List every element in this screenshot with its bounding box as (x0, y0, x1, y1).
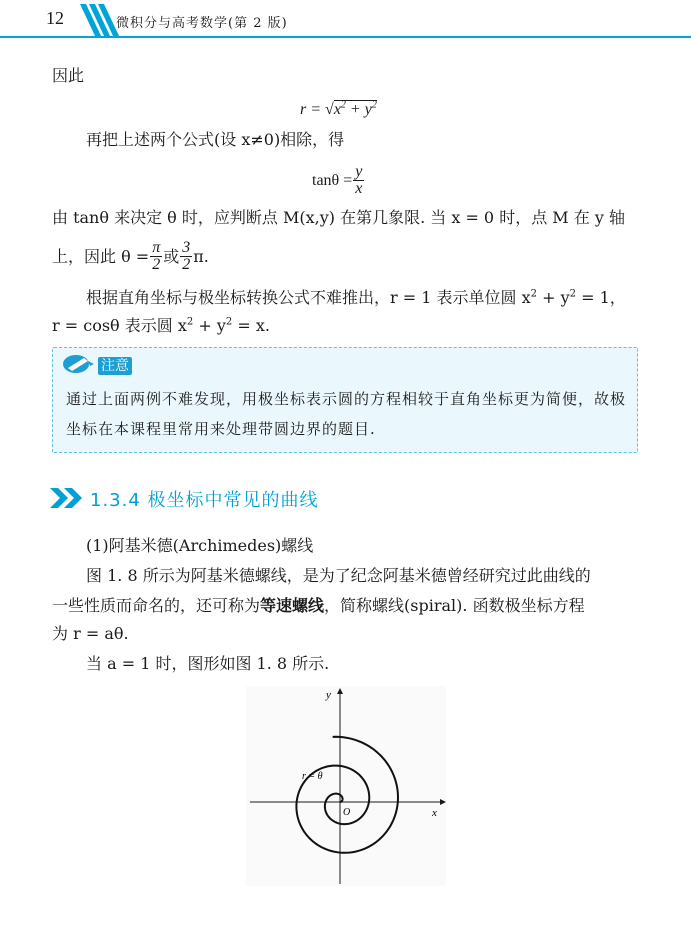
eq1-plus-y: + y (345, 101, 372, 118)
para1-suffix: π. (193, 246, 209, 266)
body-para3-line3: 为 r = aθ. (52, 624, 129, 643)
equation-tan (312, 164, 365, 197)
origin-label: O (343, 807, 351, 818)
page-number: 12 (46, 8, 64, 28)
chevron-right-icon (50, 486, 86, 510)
para2-b-sup-1: 2 (186, 316, 194, 328)
para3-post: ，简称螺线(spiral). 函数极坐标方程 (324, 596, 585, 615)
para1-or: 或 (163, 246, 180, 266)
header-rule (0, 36, 691, 38)
section-heading: 1.3.4 极坐标中常见的曲线 (90, 490, 319, 511)
body-para2-line2 (52, 316, 270, 336)
eq1-radicand-x: x (333, 101, 341, 118)
para2-a-mid: + y (536, 288, 570, 307)
frac1-num: π (152, 239, 161, 256)
para2-sup-2: 2 (569, 288, 576, 300)
fraction-3-over-2 (180, 240, 192, 273)
body-para1-line2 (52, 240, 209, 273)
eq2-lhs: tanθ = (312, 171, 353, 189)
header-stripes (80, 4, 120, 38)
body-para4: 当 a = 1 时，图形如图 1. 8 所示. (86, 654, 330, 673)
para2-b: r = cosθ 表示圆 x (52, 316, 187, 335)
para2-b-sup-2: 2 (225, 316, 233, 328)
para2-a-end: = 1， (575, 288, 626, 307)
body-para2-line1 (86, 288, 626, 308)
para1-prefix: 上，因此 θ = (52, 246, 150, 266)
note-label: 注意 (98, 357, 132, 375)
body-para3-line1: 图 1. 8 所示为阿基米德螺线，是为了纪念阿基米德曾经研究过此曲线的 (86, 566, 591, 585)
para2-sup-1: 2 (530, 288, 537, 300)
frac2-den: 2 (182, 256, 191, 273)
spiral-figure (246, 686, 446, 886)
frac1-den: 2 (152, 256, 161, 273)
curve-label: r = θ (302, 771, 323, 782)
eq1-lhs: r = (300, 101, 322, 118)
eq2-fraction (353, 164, 364, 197)
body-line-divide: 再把上述两个公式(设 x≠0)相除，得 (86, 130, 345, 149)
frac2-num: 3 (182, 239, 191, 256)
eq1-sup-1: 2 (340, 99, 346, 111)
sqrt-sign: √ (325, 101, 334, 118)
body-para3-line2 (52, 596, 585, 616)
body-line-therefore: 因此 (52, 66, 85, 85)
header-book-title: 微积分与高考数学(第 2 版) (116, 16, 288, 31)
eq2-denominator: x (355, 180, 363, 197)
pencil-icon (62, 352, 96, 376)
equation-r (300, 100, 377, 120)
eq1-sup-2: 2 (371, 99, 377, 111)
fraction-pi-over-2 (150, 240, 162, 273)
y-axis-label: y (326, 689, 331, 701)
eq2-numerator: y (355, 163, 363, 180)
para2-b-end: = x. (232, 316, 270, 335)
term-uniform-spiral: 等速螺线 (260, 596, 325, 615)
para2-b-mid: + y (193, 316, 226, 335)
x-axis-label: x (432, 807, 437, 819)
subsection-archimedes: (1)阿基米德(Archimedes)螺线 (86, 536, 314, 555)
para3-pre: 一些性质而命名的，还可称为 (52, 596, 261, 615)
para2-a: 根据直角坐标与极坐标转换公式不难推出，r = 1 表示单位圆 x (86, 288, 531, 307)
body-para1-line1: 由 tanθ 来决定 θ 时，应判断点 M(x,y) 在第几象限. 当 x = 0 时，点 M 在 y 轴 (52, 208, 625, 227)
note-text: 通过上面两例不难发现，用极坐标表示圆的方程相较于直角坐标更为简便，故极坐标在本课程里常用来处理带圆边界的题目. (66, 390, 627, 438)
